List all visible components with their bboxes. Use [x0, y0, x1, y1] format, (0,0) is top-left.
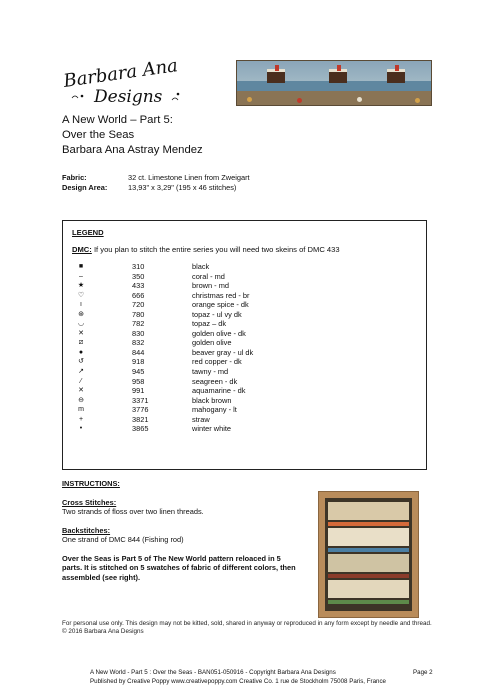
stitch-symbol-icon: m: [78, 406, 84, 414]
dmc-code: 720: [132, 300, 145, 310]
legend-row: [72, 377, 417, 387]
color-name: topaz – dk: [192, 319, 227, 329]
legend-row: [72, 396, 417, 406]
color-name: topaz - ul vy dk: [192, 309, 242, 319]
legend-row: [72, 405, 417, 415]
color-name: brown - md: [192, 281, 229, 291]
legend-row: [72, 424, 417, 434]
stitch-symbol-icon: ✕: [78, 329, 84, 337]
logo-line1: Barbara Ana: [62, 55, 180, 92]
stitch-symbol-icon: ●: [78, 348, 84, 356]
cross-stitches-header: Cross Stitches:: [62, 497, 117, 507]
dmc-code: 433: [132, 281, 145, 291]
dmc-code: 3821: [132, 414, 149, 424]
backstitches-text: One strand of DMC 844 (Fishing rod): [62, 535, 184, 544]
backstitches-header: Backstitches:: [62, 525, 111, 535]
color-name: red copper - dk: [192, 357, 242, 367]
legend-box: [62, 220, 427, 470]
legend-row: [72, 338, 417, 348]
color-name: mahogany - lt: [192, 405, 237, 415]
color-name: beaver gray - ul dk: [192, 347, 254, 357]
color-name: orange spice - dk: [192, 300, 249, 310]
dmc-code: 780: [132, 309, 145, 319]
fabric-info: [62, 173, 250, 193]
series-note-line3: assembled (see right).: [62, 572, 141, 582]
legend-row: [72, 272, 417, 282]
legend-header: LEGEND: [72, 228, 104, 237]
instructions-header: INSTRUCTIONS:: [62, 479, 120, 488]
legend-row: [72, 415, 417, 425]
stitch-symbol-icon: ↗: [78, 368, 84, 376]
color-name: golden olive - dk: [192, 328, 246, 338]
dmc-code: 3371: [132, 395, 149, 405]
dmc-code: 991: [132, 386, 145, 396]
dmc-code: 832: [132, 338, 145, 348]
legend-row: [72, 319, 417, 329]
stitch-symbol-icon: •: [79, 425, 83, 433]
cross-stitches-text: Two strands of floss over two linen threads.: [62, 507, 204, 516]
dmc-note-text: If you plan to stitch the entire series you will need two skeins of DMC 433: [91, 245, 340, 254]
stitch-symbol-icon: –: [79, 272, 83, 280]
dmc-code: 350: [132, 271, 145, 281]
color-name: coral - md: [192, 271, 225, 281]
dmc-code: 945: [132, 367, 145, 377]
logo-graphic: [60, 52, 200, 108]
legend-row: [72, 329, 417, 339]
color-name: black: [192, 262, 210, 271]
fabric-label: Fabric:: [62, 173, 87, 182]
series-note-line1: Over the Seas is Part 5 of The New World pattern reloaced in 5: [62, 553, 281, 563]
dmc-code: 958: [132, 376, 145, 386]
legend-row: [72, 262, 417, 272]
stitch-symbol-icon: ⊛: [78, 310, 84, 318]
design-area-value: 13,93" x 3,29" (195 x 46 stitches): [128, 183, 237, 192]
dmc-code: 918: [132, 357, 145, 367]
color-name: christmas red - br: [192, 290, 250, 300]
dmc-label: DMC:: [72, 245, 92, 254]
dmc-code: 310: [132, 262, 145, 271]
stitch-symbol-icon: ✕: [78, 387, 84, 395]
footer-line2: Published by Creative Poppy www.creativepoppy.com Creative Co. 1 rue de Stockholm 75008 Paris, France: [90, 678, 386, 685]
stitch-symbol-icon: ⁄: [80, 377, 82, 385]
legend-rows: [72, 262, 417, 434]
dmc-code: 666: [132, 290, 145, 300]
stitch-symbol-icon: ⧄: [78, 339, 84, 347]
legend-row: [72, 386, 417, 396]
color-name: tawny - md: [192, 367, 229, 377]
stitch-symbol-icon: ↺: [78, 358, 84, 366]
footer-line1: A New World - Part 5 : Over the Seas - BAN051-050916 - Copyright Barbara Ana Designs: [90, 669, 336, 676]
legend-row: [72, 310, 417, 320]
color-name: winter white: [192, 424, 232, 434]
legend-row: [72, 357, 417, 367]
legend-row: [72, 281, 417, 291]
copyright-disclaimer: For personal use only. This design may not be kitted, sold, shared in anyway or reproduced in any form except by needle and thread. © 2016 Barbara Ana Designs: [62, 620, 432, 635]
dmc-code: 782: [132, 319, 145, 329]
stitch-symbol-icon: ♡: [77, 291, 85, 299]
logo-line2: Designs: [94, 87, 163, 107]
header-stitch-photo: [236, 60, 432, 106]
legend-row: [72, 348, 417, 358]
dmc-note: [72, 245, 417, 254]
dmc-code: 3865: [132, 424, 149, 434]
dmc-code: 3776: [132, 405, 149, 415]
stitch-symbol-icon: ◡: [77, 320, 85, 328]
color-name: seagreen - dk: [192, 376, 238, 386]
stitch-symbol-icon: ı: [80, 301, 82, 309]
legend-row: [72, 300, 417, 310]
dmc-code: 830: [132, 328, 145, 338]
title-line2: Over the Seas: [62, 129, 135, 141]
title-author: Barbara Ana Astray Mendez: [62, 144, 203, 156]
design-area-label: Design Area:: [62, 183, 108, 192]
stitch-symbol-icon: ■: [78, 263, 84, 270]
legend-row: [72, 367, 417, 377]
stitch-symbol-icon: ★: [77, 282, 85, 290]
color-name: straw: [192, 414, 210, 424]
legend-row: [72, 291, 417, 301]
color-name: golden olive: [192, 338, 232, 348]
instructions: [62, 479, 296, 582]
color-name: aquamarine - dk: [192, 386, 246, 396]
stitch-symbol-icon: ⊖: [78, 396, 84, 404]
series-note-line2: parts. It is stitched on 5 swatches of fabric of different colors, then: [62, 563, 296, 572]
stitch-symbol-icon: +: [78, 415, 84, 423]
page-number: Page 2: [413, 669, 433, 676]
title-line1: A New World – Part 5:: [62, 114, 173, 126]
fabric-value: 32 ct. Limestone Linen from Zweigart: [128, 173, 250, 182]
barbara-ana-logo: [60, 52, 200, 108]
dmc-code: 844: [132, 347, 145, 357]
framed-series-photo: [318, 491, 419, 618]
pattern-title-block: [62, 113, 203, 158]
color-name: black brown: [192, 395, 232, 405]
